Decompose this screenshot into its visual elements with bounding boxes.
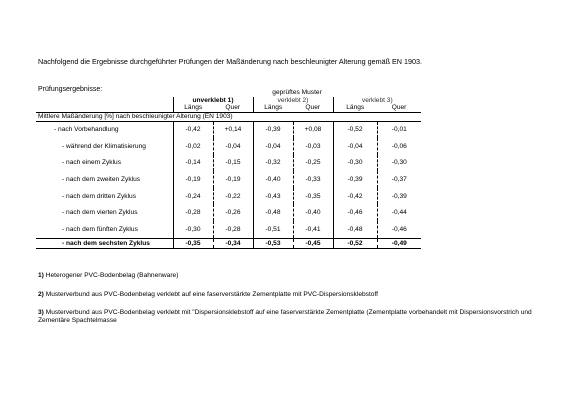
footnote-number: 2) xyxy=(38,291,44,298)
header-quer: Quer xyxy=(305,104,321,111)
cell-value: -0,34 xyxy=(213,238,253,248)
section-row xyxy=(36,112,421,121)
cell-value: -0,43 xyxy=(253,188,293,205)
cell-value: -0,48 xyxy=(253,204,293,221)
cell-value: -0,44 xyxy=(377,204,421,221)
section-label: Mittlere Maßänderung [%] nach beschleunigter Alterung (EN 1903) xyxy=(36,112,421,121)
cell-value: -0,51 xyxy=(253,221,293,238)
footnote-text: Heterogener PVC-Bodenbelag (Bahnenware) xyxy=(43,272,179,279)
cell-value: -0,40 xyxy=(253,171,293,188)
cell-value: -0,28 xyxy=(173,204,213,221)
cell-value: -0,52 xyxy=(333,121,377,138)
cell-value: -0,14 xyxy=(173,155,213,172)
footnote-text: Musterverbund aus PVC-Bodenbelag verklebt auf eine faserverstärkte Zementplatte mit PVC-Dispersionsklebstoff xyxy=(43,291,378,298)
cell-value: -0,53 xyxy=(253,238,293,248)
row-label: - während der Klimatisierung xyxy=(62,142,146,150)
header-row-directions xyxy=(36,104,421,112)
cell-value: -0,52 xyxy=(333,238,377,248)
cell-value: -0,19 xyxy=(173,171,213,188)
header-laengs: Längs xyxy=(333,104,377,112)
cell-value: -0,01 xyxy=(377,121,421,138)
row-label: - nach dem dritten Zyklus xyxy=(62,192,137,200)
cell-value: -0,30 xyxy=(173,221,213,238)
footnote-number: 3) xyxy=(38,309,44,316)
cell-value: -0,32 xyxy=(253,155,293,172)
cell-value: +0,14 xyxy=(213,121,253,138)
footnote-number: 1) xyxy=(38,272,44,279)
cell-value: -0,42 xyxy=(333,188,377,205)
header-row-samples xyxy=(36,97,421,105)
row-label: - nach dem zweiten Zyklus xyxy=(62,176,141,184)
table-row xyxy=(36,121,421,138)
results-table xyxy=(36,89,421,249)
header-laengs: Längs xyxy=(173,104,213,112)
cell-value: -0,22 xyxy=(213,188,253,205)
table-row xyxy=(36,155,421,172)
cell-value: -0,39 xyxy=(377,188,421,205)
cell-value: -0,02 xyxy=(173,138,213,155)
cell-value: -0,28 xyxy=(213,221,253,238)
cell-value: -0,35 xyxy=(293,188,333,205)
header-col1: unverklebt 1) xyxy=(173,97,253,105)
cell-value: -0,04 xyxy=(253,138,293,155)
cell-value: -0,42 xyxy=(173,121,213,138)
cell-value: -0,45 xyxy=(293,238,333,248)
row-label: - nach dem sechsten Zyklus xyxy=(36,238,173,248)
cell-value: -0,06 xyxy=(377,138,421,155)
cell-value: -0,19 xyxy=(213,171,253,188)
cell-value: -0,30 xyxy=(377,155,421,172)
footnote-2 xyxy=(38,291,548,299)
cell-value: -0,39 xyxy=(253,121,293,138)
cell-value: -0,25 xyxy=(293,155,333,172)
header-quer: Quer xyxy=(391,104,407,111)
cell-value: -0,41 xyxy=(293,221,333,238)
footnote-1 xyxy=(38,272,548,280)
cell-value: -0,24 xyxy=(173,188,213,205)
cell-value: -0,40 xyxy=(293,204,333,221)
cell-value: -0,33 xyxy=(293,171,333,188)
intro-text: Nachfolgend die Ergebnisse durchgeführter Prüfungen der Maßänderung nach beschleunigter Alterung gemäß EN 1903. xyxy=(38,57,422,66)
header-col2: verklebt 2) xyxy=(253,97,333,105)
cell-value: -0,46 xyxy=(377,221,421,238)
table-row xyxy=(36,188,421,205)
cell-value: +0,08 xyxy=(293,121,333,138)
cell-value: -0,04 xyxy=(213,138,253,155)
table-row xyxy=(36,138,421,155)
cell-value: -0,46 xyxy=(333,204,377,221)
cell-value: -0,03 xyxy=(293,138,333,155)
header-laengs: Längs xyxy=(253,104,293,112)
header-group-label: geprüftes Muster xyxy=(272,89,322,96)
row-label: - nach dem vierten Zyklus xyxy=(62,209,138,217)
results-label: Prüfungsergebnisse: xyxy=(38,86,103,93)
cell-value: -0,30 xyxy=(333,155,377,172)
cell-value: -0,15 xyxy=(213,155,253,172)
cell-value: -0,37 xyxy=(377,171,421,188)
header-quer: Quer xyxy=(225,104,241,111)
header-col3: verklebt 3) xyxy=(333,97,421,105)
table-row xyxy=(36,238,421,248)
cell-value: -0,39 xyxy=(333,171,377,188)
cell-value: -0,49 xyxy=(377,238,421,248)
cell-value: -0,35 xyxy=(173,238,213,248)
header-row-group xyxy=(36,89,421,97)
cell-value: -0,48 xyxy=(333,221,377,238)
row-label: - nach einem Zyklus xyxy=(62,159,121,167)
cell-value: -0,04 xyxy=(333,138,377,155)
table-row xyxy=(36,221,421,238)
table-row xyxy=(36,171,421,188)
table-row xyxy=(36,204,421,221)
footnote-3 xyxy=(38,309,548,326)
cell-value: -0,26 xyxy=(213,204,253,221)
footnote-text: Musterverbund aus PVC-Bodenbelag verklebt mit "Dispersionsklebstoff auf eine faserverstärkte Zementplatte (Zementplatte vorbehandelt mit Dispersionsvorstrich und Zementäre Spachtelmasse xyxy=(38,309,532,325)
row-label: - nach dem fünften Zyklus xyxy=(62,225,138,233)
row-label: - nach Vorbehandlung xyxy=(54,126,119,134)
